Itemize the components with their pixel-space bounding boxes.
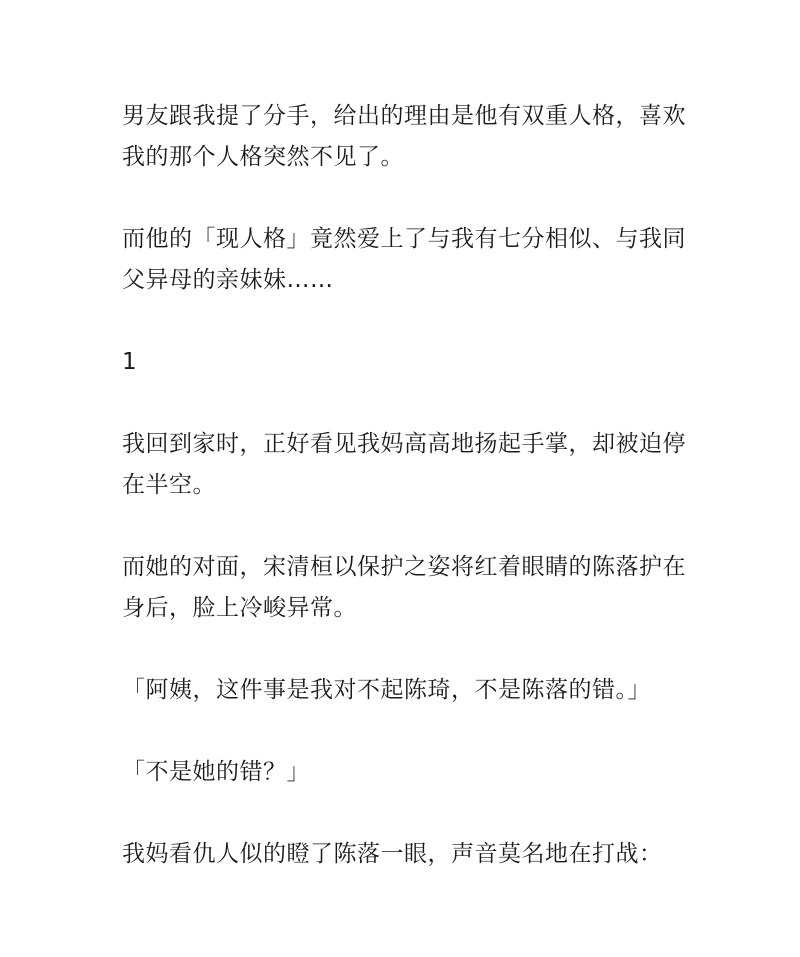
chapter-number: 1 bbox=[122, 349, 138, 375]
paragraph: 「阿姨，这件事是我对不起陈琦，不是陈落的错。」 bbox=[122, 677, 651, 703]
article-body bbox=[122, 96, 688, 957]
paragraph: 我妈看仇人似的瞪了陈落一眼，声音莫名地在打战： bbox=[122, 841, 663, 867]
paragraph: 而他的「现人格」竟然爱上了与我有七分相似、与我同父异母的亲妹妹…… bbox=[122, 226, 686, 293]
paragraph: 男友跟我提了分手，给出的理由是他有双重人格，喜欢我的那个人格突然不见了。 bbox=[122, 103, 686, 170]
paragraph: 我回到家时，正好看见我妈高高地扬起手掌，却被迫停在半空。 bbox=[122, 431, 686, 498]
paragraph: 「不是她的错？」 bbox=[122, 759, 310, 785]
paragraph: 而她的对面，宋清桓以保护之姿将红着眼睛的陈落护在身后，脸上冷峻异常。 bbox=[122, 554, 686, 621]
